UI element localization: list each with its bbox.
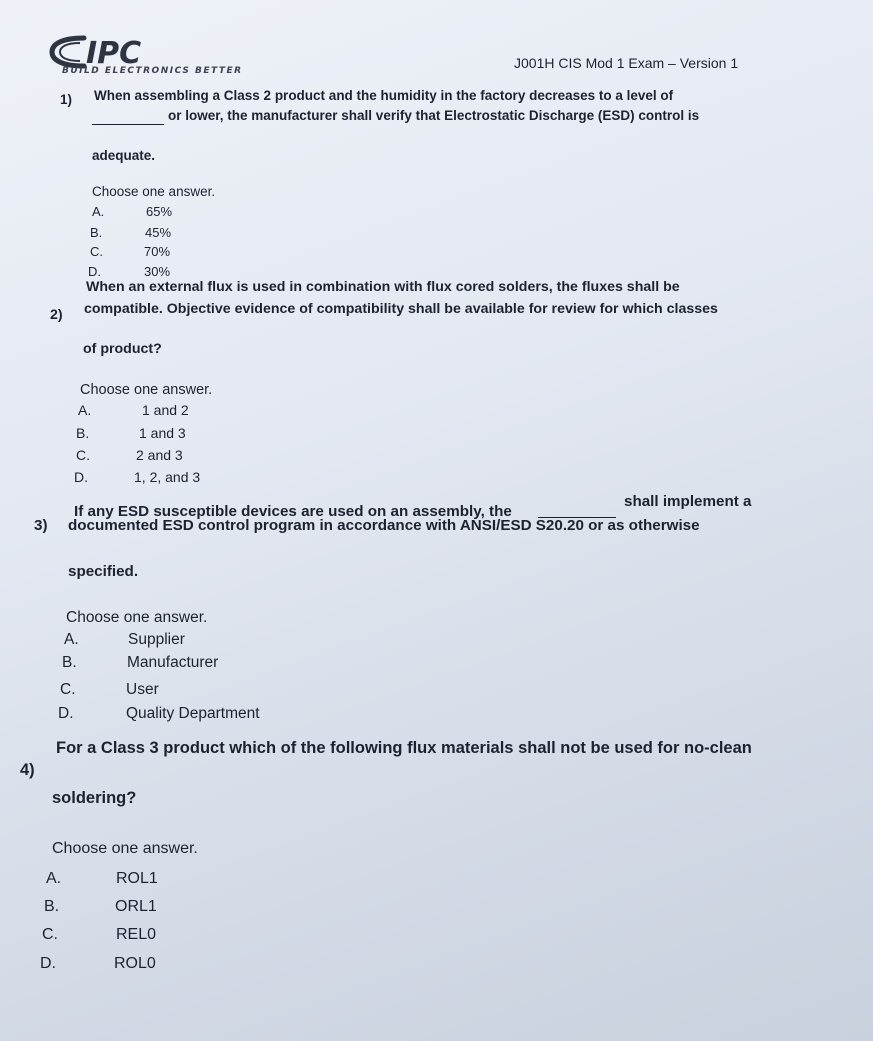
option-letter: B. — [76, 425, 90, 441]
option-text: 2 and 3 — [136, 447, 183, 463]
question-4-line-2: soldering? — [52, 789, 137, 807]
question-3-line-2: documented ESD control program in accordance with ANSI/ESD S20.20 or as otherwise — [68, 517, 700, 534]
question-1-line-1: When assembling a Class 2 product and the humidity in the factory decreases to a level of — [94, 88, 674, 103]
option-letter: C. — [76, 447, 90, 463]
question-1-prompt: Choose one answer. — [92, 184, 216, 199]
option-letter: B. — [44, 898, 60, 915]
option-text: 30% — [144, 264, 171, 279]
option-letter: D. — [74, 469, 88, 485]
option-text: User — [126, 681, 159, 698]
question-1-blank — [92, 110, 164, 125]
option-text: ROL0 — [114, 955, 156, 972]
option-text: 45% — [145, 225, 172, 240]
option-text: 1, 2, and 3 — [134, 469, 201, 485]
option-letter: A. — [92, 204, 105, 219]
option-letter: C. — [60, 681, 76, 698]
svg-text:IPC: IPC — [86, 36, 142, 71]
option-text: Supplier — [128, 631, 185, 648]
option-letter: D. — [40, 955, 56, 972]
question-3-line-1b: shall implement a — [624, 493, 752, 510]
question-1-line-3: adequate. — [92, 148, 156, 163]
option-letter: B. — [90, 225, 103, 240]
option-letter: A. — [78, 402, 92, 418]
option-letter: C. — [90, 244, 103, 259]
question-1-number: 1) — [60, 92, 73, 107]
option-text: ROL1 — [116, 870, 158, 887]
option-text: Quality Department — [126, 705, 260, 722]
question-1-line-2: or lower, the manufacturer shall verify that Electrostatic Discharge (ESD) control is — [168, 108, 700, 123]
exam-title: J001H CIS Mod 1 Exam – Version 1 — [514, 55, 739, 71]
question-3-prompt: Choose one answer. — [66, 609, 208, 626]
option-text: 65% — [146, 204, 173, 219]
option-text: ORL1 — [115, 898, 157, 915]
question-2-line-3: of product? — [83, 341, 162, 357]
option-text: Manufacturer — [127, 654, 219, 671]
question-4-number: 4) — [20, 761, 35, 779]
option-text: 1 and 2 — [142, 402, 189, 418]
question-2-prompt: Choose one answer. — [80, 382, 213, 398]
option-letter: A. — [64, 631, 79, 648]
question-4-prompt: Choose one answer. — [52, 840, 198, 857]
question-3-line-3: specified. — [68, 563, 139, 580]
option-letter: C. — [42, 926, 58, 943]
option-letter: B. — [62, 654, 77, 671]
option-text: 1 and 3 — [139, 425, 186, 441]
question-2-number: 2) — [50, 307, 63, 323]
question-2-line-1: When an external flux is used in combination with flux cored solders, the fluxes shall be — [86, 279, 680, 295]
question-3-number: 3) — [34, 517, 48, 534]
option-letter: D. — [88, 264, 101, 279]
question-2-line-2: compatible. Objective evidence of compatibility shall be available for review for which classes — [84, 301, 718, 317]
question-3-line-1a: If any ESD susceptible devices are used on an assembly, the — [74, 503, 512, 520]
question-4-line-1: For a Class 3 product which of the following flux materials shall not be used for no-clean — [56, 739, 752, 757]
logo-tagline: BUILD ELECTRONICS BETTER — [62, 66, 243, 76]
option-text: REL0 — [116, 926, 157, 943]
option-letter: A. — [46, 870, 62, 887]
option-letter: D. — [58, 705, 74, 722]
option-text: 70% — [144, 244, 171, 259]
